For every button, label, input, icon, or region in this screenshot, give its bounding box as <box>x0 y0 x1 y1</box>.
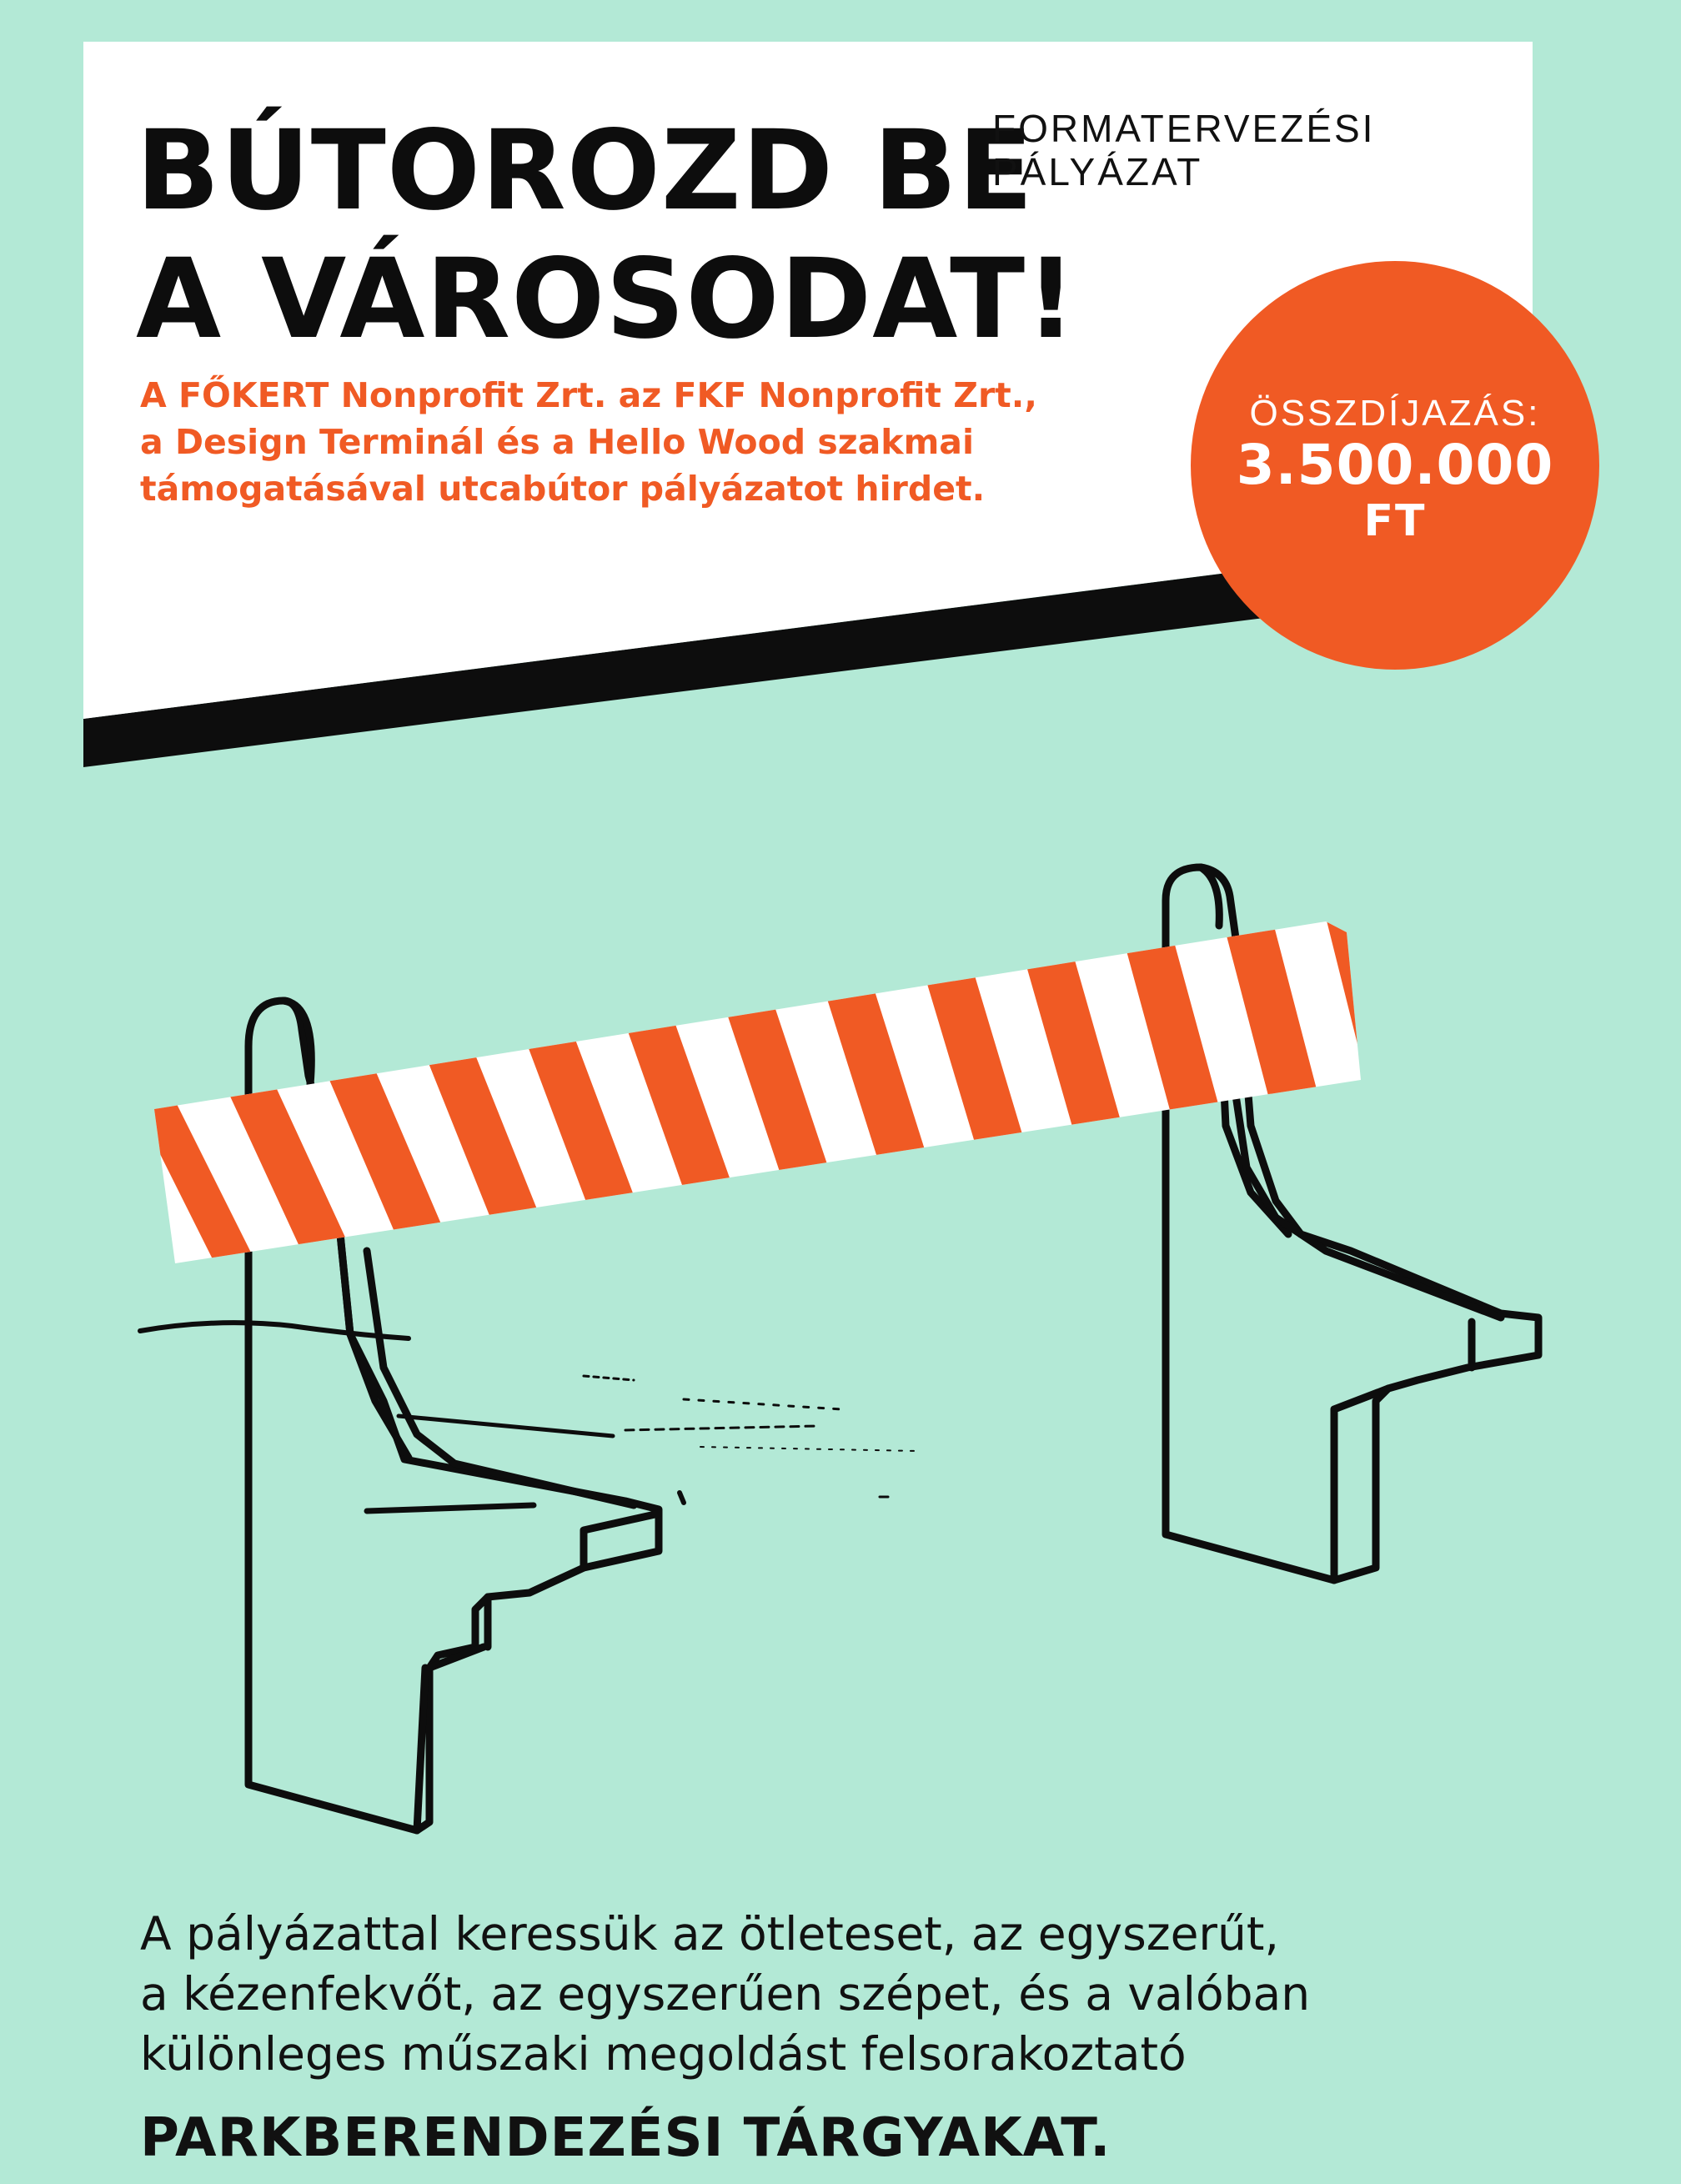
intro-line-3: támogatásával utcabútor pályázatot hirdet. <box>140 469 986 509</box>
barrier-tape-icon <box>125 884 1468 1284</box>
prize-amount: 3.500.000 <box>1236 433 1554 497</box>
intro-line-2: a Design Terminál és a Hello Wood szakmai <box>140 422 975 462</box>
closing-heading: PARKBERENDEZÉSI TÁRGYAKAT. <box>140 2107 1111 2169</box>
prize-unit: FT <box>1363 496 1427 546</box>
body-line-1: A pályázattal keressük az ötleteset, az egyszerűt, <box>140 1907 1279 1961</box>
title-line-2: A VÁROSODAT! <box>136 235 1077 364</box>
subtitle-line-2: PÁLYÁZAT <box>992 150 1203 193</box>
subtitle-line-1: FORMATERVEZÉSI <box>992 107 1376 150</box>
intro-line-1: A FŐKERT Nonprofit Zrt. az FKF Nonprofit Zrt., <box>140 375 1037 415</box>
body-line-3: különleges műszaki megoldást felsorakoztató <box>140 2027 1187 2081</box>
prize-label: ÖSSZDÍJAZÁS: <box>1249 393 1541 434</box>
title-line-1: BÚTOROZD BE <box>136 107 1034 235</box>
body-text <box>140 1904 1608 2084</box>
body-line-2: a kézenfekvőt, az egyszerűen szépet, és a valóban <box>140 1967 1311 2021</box>
